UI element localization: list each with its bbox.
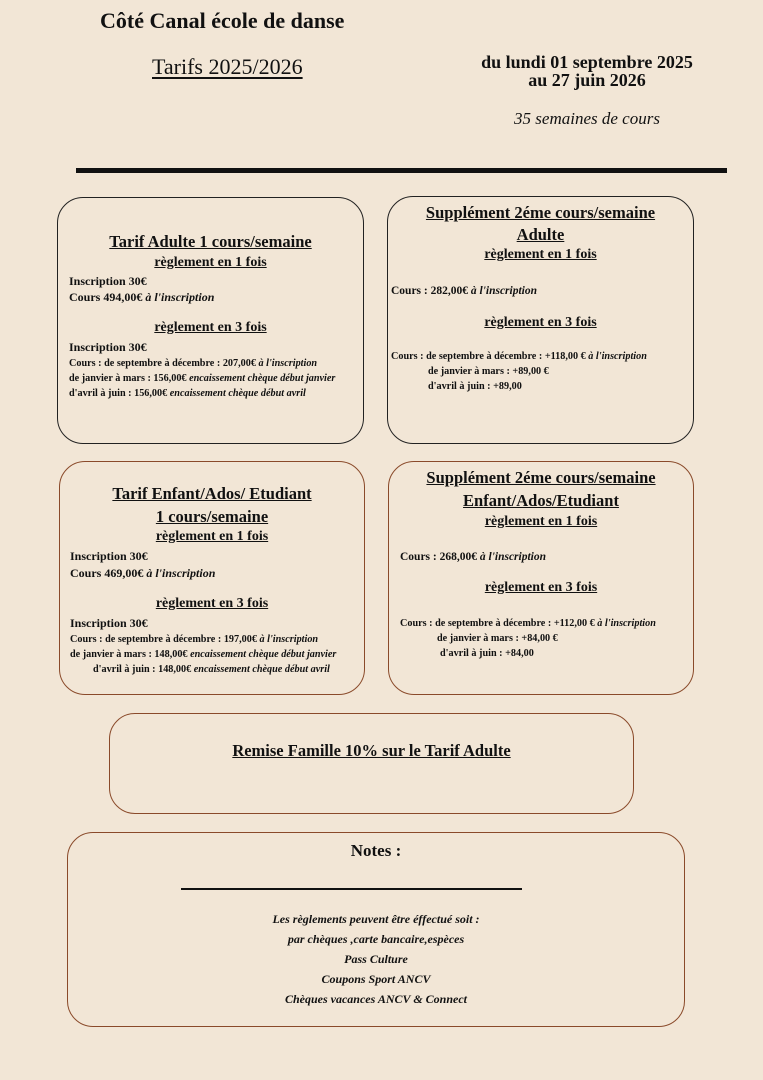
- notes-box: [67, 832, 685, 1027]
- tarifs-title: Tarifs 2025/2026: [152, 54, 303, 79]
- supplement-child-payment-1: [400, 616, 656, 631]
- supplement-adult-title-line1: Supplément 2éme cours/semaine: [425, 203, 656, 222]
- supplement-child-payment-1-note: à l'inscription: [597, 618, 656, 629]
- season-dates-line2: au 27 juin 2026: [528, 70, 646, 90]
- adult-three-payments-title: règlement en 3 fois: [154, 320, 267, 335]
- supplement-child-box: [388, 461, 694, 695]
- notes-line-5: Chèques vacances ANCV & Connect: [284, 992, 467, 1006]
- supplement-child-cours-amount: Cours : 268,00€: [400, 551, 477, 563]
- child-payment-1-note: à l'inscription: [259, 634, 319, 645]
- school-name: Côté Canal école de danse: [100, 8, 345, 33]
- child-one-payment-title: règlement en 1 fois: [155, 529, 269, 544]
- supplement-adult-cours-note: à l'inscription: [470, 285, 538, 297]
- notes-line-1: Les règlements peuvent être éffectué soit :: [272, 912, 480, 926]
- season-dates-line1: du lundi 01 septembre 2025: [481, 52, 693, 72]
- supplement-child-payment-3: d'avril à juin : +84,00: [440, 648, 534, 659]
- notes-divider: [181, 888, 522, 890]
- child-payment-3: [93, 662, 330, 677]
- weeks-count: 35 semaines de cours: [514, 109, 660, 128]
- child-tariff-title-line2: 1 cours/semaine: [155, 507, 269, 526]
- supplement-child-payment-2: de janvier à mars : +84,00 €: [437, 633, 558, 644]
- supplement-adult-payment-1-text: Cours : de septembre à décembre : +118,00 €: [391, 351, 586, 362]
- supplement-child-cours-line: [400, 550, 546, 565]
- supplement-adult-title-line2: Adulte: [516, 225, 565, 244]
- child-inscription: Inscription 30€: [70, 549, 148, 563]
- child-three-payments-title: règlement en 3 fois: [155, 596, 269, 611]
- supplement-adult-cours-amount: Cours : 282,00€: [391, 285, 468, 297]
- adult-payment-1-text: Cours : de septembre à décembre : 207,00€: [69, 358, 256, 369]
- child-inscription-2: Inscription 30€: [70, 616, 148, 630]
- adult-payment-2-text: de janvier à mars : 156,00€: [69, 373, 187, 384]
- supplement-child-title-line2: Enfant/Ados/Etudiant: [463, 491, 619, 510]
- supplement-child-title-line1: Supplément 2éme cours/semaine: [426, 468, 656, 487]
- supplement-child-payment-1-text: Cours : de septembre à décembre : +112,00 €: [400, 618, 595, 629]
- adult-payment-2-note: encaissement chèque début janvier: [189, 373, 336, 384]
- adult-payment-2: [69, 371, 335, 386]
- adult-payment-3-note: encaissement chèque début avril: [169, 388, 306, 399]
- supplement-adult-payment-1: [391, 349, 647, 364]
- adult-cours-line: [69, 290, 214, 305]
- supplement-adult-cours-line: [391, 284, 537, 299]
- child-payment-1-text: Cours : de septembre à décembre : 197,00€: [70, 634, 257, 645]
- notes-line-4: Coupons Sport ANCV: [321, 972, 431, 986]
- child-payment-1: [70, 632, 318, 647]
- supplement-adult-box: [387, 196, 694, 444]
- adult-one-payment-title: règlement en 1 fois: [154, 255, 267, 270]
- adult-payment-1-note: à l'inscription: [258, 358, 318, 369]
- adult-payment-3: [69, 386, 306, 401]
- child-payment-3-note: encaissement chèque début avril: [193, 664, 330, 675]
- child-cours-amount: Cours 469,00€: [70, 566, 144, 580]
- adult-inscription: Inscription 30€: [69, 274, 147, 288]
- adult-tariff-box: [57, 197, 364, 444]
- supplement-adult-payment-2: de janvier à mars : +89,00 €: [428, 366, 549, 377]
- child-payment-2-note: encaissement chèque début janvier: [190, 649, 337, 660]
- child-tariff-box: [59, 461, 365, 695]
- supplement-adult-payment-1-note: à l'inscription: [588, 351, 647, 362]
- adult-cours-amount: Cours 494,00€: [69, 290, 143, 304]
- adult-payment-1: [69, 356, 317, 371]
- child-payment-3-text: d'avril à juin : 148,00€: [93, 664, 192, 675]
- supplement-adult-payment-3: d'avril à juin : +89,00: [428, 381, 522, 392]
- adult-payment-3-text: d'avril à juin : 156,00€: [69, 388, 168, 399]
- child-payment-2: [70, 647, 336, 662]
- adult-cours-note: à l'inscription: [145, 290, 215, 304]
- child-cours-line: [70, 566, 215, 581]
- supplement-adult-one-payment-title: règlement en 1 fois: [484, 247, 597, 262]
- child-payment-2-text: de janvier à mars : 148,00€: [70, 649, 188, 660]
- family-discount-text: Remise Famille 10% sur le Tarif Adulte: [232, 741, 511, 760]
- adult-inscription-2: Inscription 30€: [69, 340, 147, 354]
- season-dates: [448, 53, 726, 89]
- supplement-child-cours-note: à l'inscription: [479, 551, 547, 563]
- child-cours-note: à l'inscription: [146, 566, 216, 580]
- child-tariff-title-line1: Tarif Enfant/Ados/ Etudiant: [112, 484, 312, 503]
- header-divider: [76, 168, 727, 173]
- family-discount-box: [109, 713, 634, 814]
- adult-tariff-title: Tarif Adulte 1 cours/semaine: [109, 232, 312, 251]
- notes-line-3: Pass Culture: [344, 952, 408, 966]
- notes-line-2: par chèques ,carte bancaire,espèces: [287, 932, 465, 946]
- supplement-child-one-payment-title: règlement en 1 fois: [484, 514, 598, 529]
- supplement-adult-three-payments-title: règlement en 3 fois: [484, 315, 597, 330]
- notes-title: Notes :: [350, 841, 402, 860]
- supplement-child-three-payments-title: règlement en 3 fois: [484, 580, 598, 595]
